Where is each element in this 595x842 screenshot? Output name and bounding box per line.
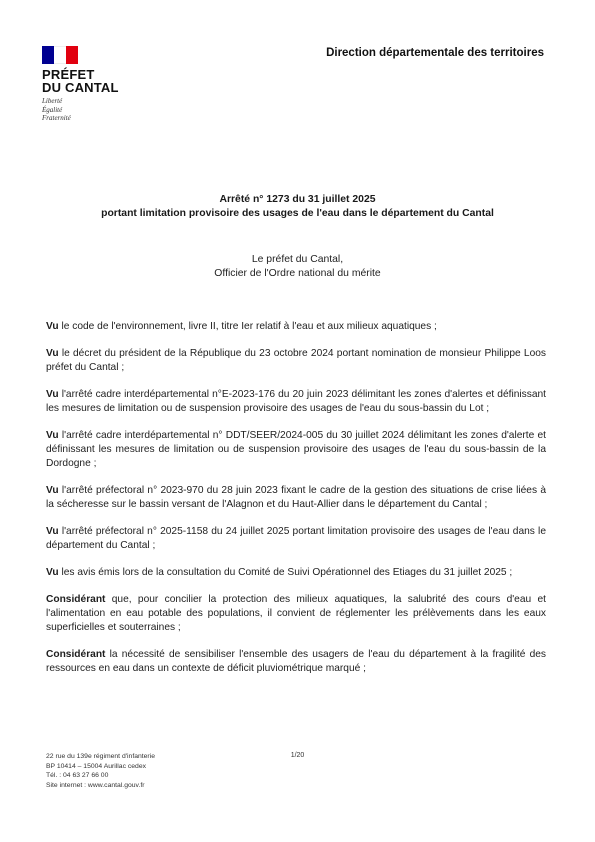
logo-title-line1: PRÉFET: [42, 67, 95, 82]
recital-keyword: Vu: [46, 526, 59, 537]
recital-text: que, pour concilier la protection des milieux aquatiques, la salubrité des cours d'eau et l'alimentation en eau potable des populations, il convient de réglementer les prélèvements dans les eaux superficielles et souterraines ;: [46, 594, 546, 633]
recital-text: l'arrêté préfectoral n° 2023-970 du 28 juin 2023 fixant le cadre de la gestion des situations de crise liées à la sécheresse sur le bassin versant de l'Alagnon et du Haut-Allier dans le département du Cantal ;: [46, 485, 546, 510]
recital-keyword: Vu: [46, 485, 59, 496]
french-flag-icon: [42, 46, 78, 64]
recital-paragraph: [46, 566, 546, 580]
recital-paragraph: [46, 320, 546, 334]
recital-paragraph: [46, 347, 546, 375]
decree-number: Arrêté n° 1273 du 31 juillet 2025: [219, 194, 376, 205]
issuing-direction: Direction départementale des territoires: [326, 47, 544, 59]
logo-title-line2: DU CANTAL: [42, 80, 119, 95]
motto-egalite: Égalité: [42, 105, 63, 114]
recital-paragraph: [46, 484, 546, 512]
recital-keyword: Vu: [46, 321, 59, 332]
recital-keyword: Considérant: [46, 649, 106, 660]
recital-keyword: Vu: [46, 567, 59, 578]
prefecture-logo: [42, 46, 152, 123]
recital-paragraph: [46, 525, 546, 553]
footer-website: Site internet : www.cantal.gouv.fr: [46, 781, 145, 789]
footer-street: 22 rue du 139e régiment d'infanterie: [46, 753, 155, 760]
republic-motto: [42, 97, 152, 123]
recital-keyword: Vu: [46, 348, 59, 359]
recital-text: l'arrêté cadre interdépartemental n° DDT/SEER/2024-005 du 30 juillet 2024 délimitant les zones d'alerte et définissant les mesures de limitation ou de suspension provisoire des usages de l'eau du sous-bassin de la Dordogne ;: [46, 430, 546, 469]
recital-text: les avis émis lors de la consultation du Comité de Suivi Opérationnel des Etiages du 31 juillet 2025 ;: [58, 567, 513, 578]
recital-paragraph: [46, 388, 546, 416]
prefet-distinction: Officier de l'Ordre national du mérite: [214, 268, 381, 279]
prefet-block: [0, 253, 595, 281]
recital-paragraph: [46, 593, 546, 635]
recital-text: le décret du président de la République du 23 octobre 2024 portant nomination de monsieur Philippe Loos préfet du Cantal ;: [46, 348, 546, 373]
recitals: [46, 320, 546, 689]
decree-title: [0, 193, 595, 221]
prefet-name: Le préfet du Cantal,: [251, 254, 344, 265]
recital-paragraph: [46, 648, 546, 676]
recital-paragraph: [46, 429, 546, 471]
recital-keyword: Considérant: [46, 594, 106, 605]
recital-text: l'arrêté préfectoral n° 2025-1158 du 24 juillet 2025 portant limitation provisoire des usages de l'eau dans le département du Cantal ;: [46, 526, 546, 551]
footer-phone: Tél. : 04 63 27 66 00: [46, 772, 109, 779]
recital-text: la nécessité de sensibiliser l'ensemble des usagers de l'eau du département à la fragilité des ressources en eau dans un contexte de déficit pluviométrique marqué ;: [46, 649, 546, 674]
recital-keyword: Vu: [46, 430, 59, 441]
motto-fraternite: Fraternité: [42, 114, 71, 122]
motto-liberte: Liberté: [42, 97, 63, 105]
recital-keyword: Vu: [46, 389, 59, 400]
decree-subject: portant limitation provisoire des usages de l'eau dans le département du Cantal: [101, 208, 494, 219]
page-number: 1/20: [290, 752, 305, 759]
footer-postal: BP 10414 – 15004 Aurillac cedex: [46, 762, 147, 770]
recital-text: l'arrêté cadre interdépartemental n°E-2023-176 du 20 juin 2023 délimitant les zones d'alertes et définissant les mesures de limitation ou de suspension provisoire des usages de l'eau du sous-bassin du Lot ;: [46, 389, 546, 414]
recital-text: le code de l'environnement, livre II, titre Ier relatif à l'eau et aux milieux aquatiques ;: [58, 321, 437, 332]
